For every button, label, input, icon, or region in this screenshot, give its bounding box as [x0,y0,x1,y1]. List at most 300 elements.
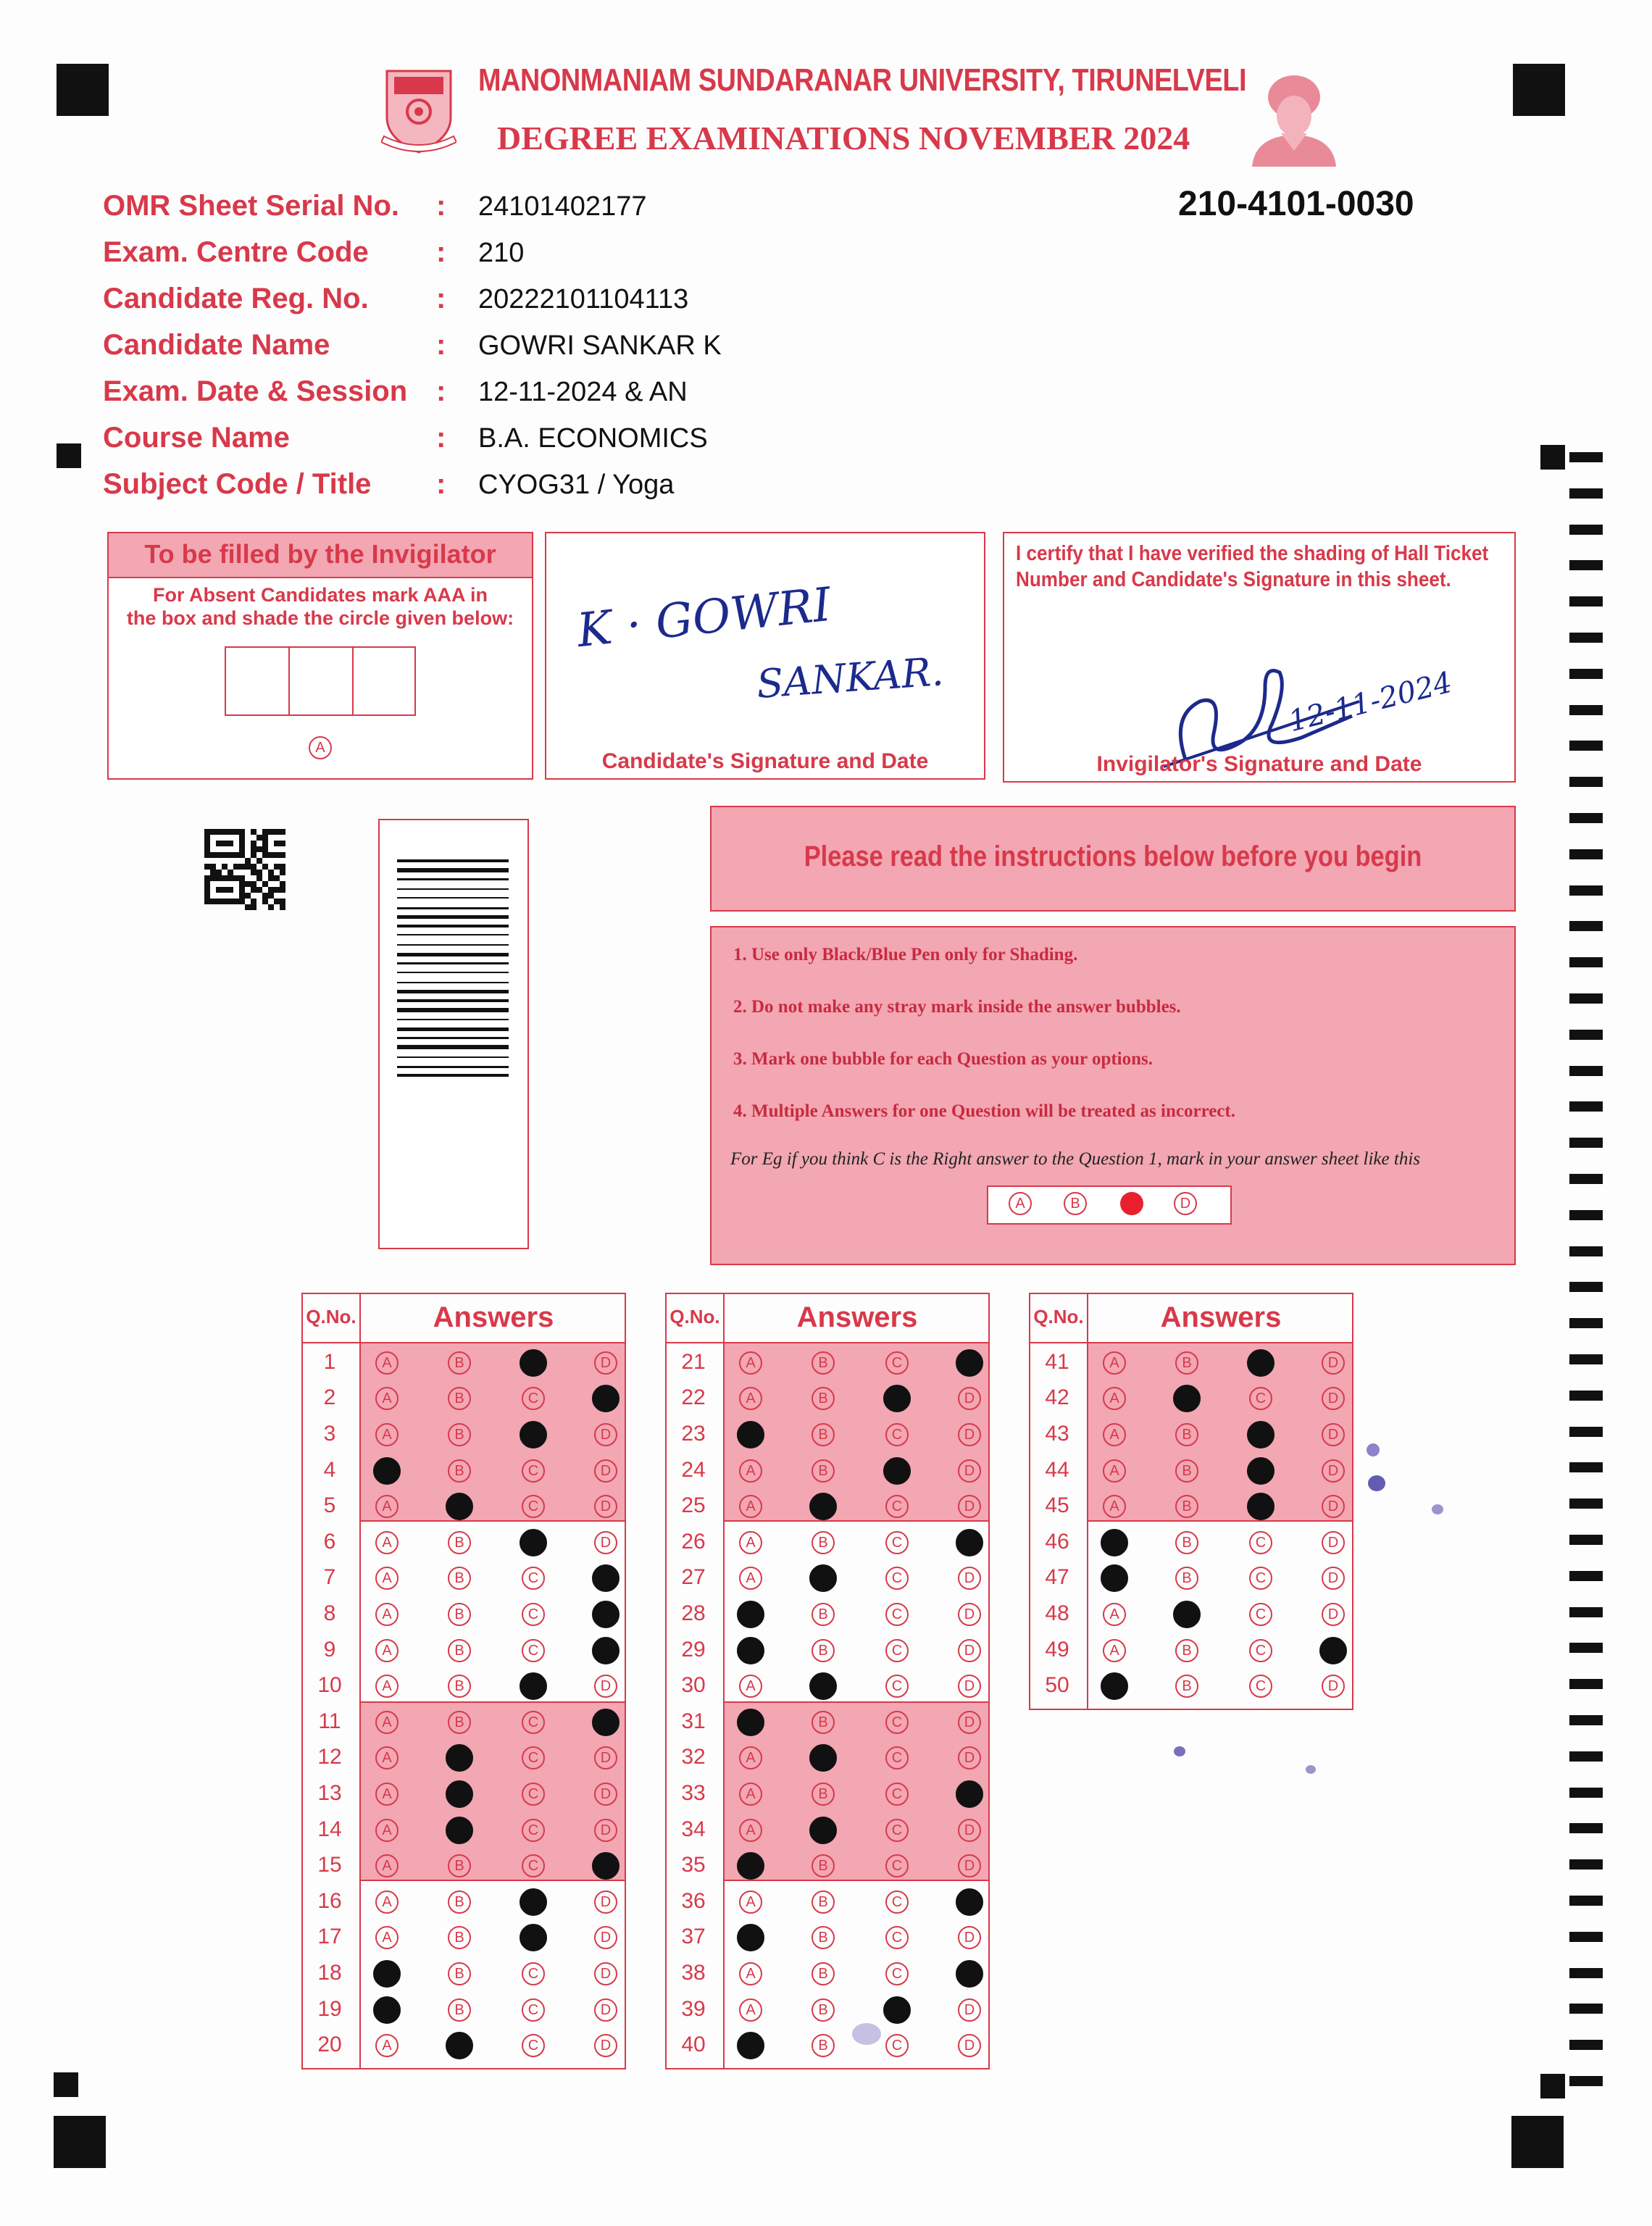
instructions-heading-box [710,806,1516,912]
timing-mark [1569,1715,1603,1725]
example-bubble-d: D [1174,1192,1197,1215]
answer-bubble-q3-d[interactable]: D [594,1423,617,1446]
answer-bubble-q45-d[interactable]: D [1322,1495,1345,1518]
info-row [103,468,827,512]
registration-mark-bottom-left [54,2116,106,2168]
registration-mark-bottom-right-small [1540,2074,1565,2098]
invigilator-signature-caption: Invigilator's Signature and Date [1096,752,1422,776]
answer-bubble-q20-d[interactable]: D [594,2034,617,2057]
registration-mark-left-small [57,443,81,468]
answer-bubble-q19-d[interactable]: D [594,1998,617,2022]
answer-bubble-q48-a[interactable]: A [1103,1603,1126,1626]
answer-bubble-q8-b[interactable]: B [448,1603,471,1626]
answer-bubble-q34-d[interactable]: D [958,1819,981,1842]
answer-bubble-q21-b[interactable]: B [812,1351,835,1375]
answer-bubble-q27-d[interactable]: D [958,1567,981,1590]
answer-bubble-q41-a[interactable]: A [1103,1351,1126,1375]
answer-bubble-q39-d[interactable]: D [958,1998,981,2022]
answer-bubble-q20-c[interactable]: C [522,2034,545,2057]
answer-bubble-q44-d[interactable]: D [1322,1459,1345,1483]
answer-bubble-q20-b[interactable] [446,2032,473,2059]
answer-bubble-q2-a[interactable]: A [375,1387,399,1410]
answer-bubble-q47-a[interactable] [1101,1564,1128,1592]
answer-bubble-q17-d[interactable]: D [594,1926,617,1949]
info-label: Exam. Centre Code [103,236,369,268]
answer-bubble-q50-b[interactable]: B [1175,1675,1198,1698]
answer-bubble-q5-c[interactable]: C [522,1495,545,1518]
info-value: B.A. ECONOMICS [478,423,708,454]
answer-bubble-q1-a[interactable]: A [375,1351,399,1375]
timing-mark [1569,1462,1603,1472]
answer-bubble-q29-d[interactable]: D [958,1639,981,1662]
answer-bubble-q39-c[interactable] [883,1996,911,2024]
answer-bubble-q40-c[interactable]: C [885,2034,909,2057]
answer-bubble-q17-c[interactable] [520,1924,547,1951]
timing-mark [1569,1932,1603,1942]
info-colon: : [436,190,446,222]
answer-bubble-q31-b[interactable]: B [812,1711,835,1734]
question-number: 15 [317,1853,342,1877]
answer-bubble-q44-a[interactable]: A [1103,1459,1126,1483]
question-number: 12 [317,1745,342,1769]
answer-bubble-q16-a[interactable]: A [375,1891,399,1914]
answer-bubble-q10-a[interactable]: A [375,1675,399,1698]
answer-bubble-q7-a[interactable]: A [375,1567,399,1590]
answer-bubble-q6-d[interactable]: D [594,1531,617,1554]
answer-bubble-q29-c[interactable]: C [885,1639,909,1662]
answer-bubble-q25-d[interactable]: D [958,1495,981,1518]
info-value: 20222101104113 [478,284,689,314]
registration-mark-bottom-right [1511,2116,1564,2168]
answer-bubble-q25-a[interactable]: A [739,1495,762,1518]
question-number: 38 [681,1961,706,1985]
answer-bubble-q47-b[interactable]: B [1175,1567,1198,1590]
answer-bubble-q30-b[interactable] [809,1672,837,1700]
answer-bubble-q6-c[interactable] [520,1529,547,1556]
answer-bubble-q48-b[interactable] [1173,1601,1201,1628]
info-row [103,283,827,326]
answer-bubble-q18-c[interactable]: C [522,1962,545,1985]
answer-bubble-q35-c[interactable]: C [885,1854,909,1877]
answer-bubble-q15-d[interactable] [592,1852,620,1880]
answer-bubble-q28-d[interactable]: D [958,1603,981,1626]
question-number: 46 [1045,1529,1069,1554]
timing-mark [1569,1246,1603,1256]
question-number: 29 [681,1637,706,1662]
question-number: 1 [323,1349,336,1374]
answer-bubble-q34-c[interactable]: C [885,1819,909,1842]
answer-bubble-q4-b[interactable]: B [448,1459,471,1483]
answer-bubble-q14-c[interactable]: C [522,1819,545,1842]
answer-bubble-q20-a[interactable]: A [375,2034,399,2057]
answer-bubble-q21-a[interactable]: A [739,1351,762,1375]
answer-bubble-q14-d[interactable]: D [594,1819,617,1842]
answer-bubble-q3-a[interactable]: A [375,1423,399,1446]
answer-bubble-q22-a[interactable]: A [739,1387,762,1410]
timing-mark [1569,1066,1603,1076]
answer-bubble-q8-c[interactable]: C [522,1603,545,1626]
answer-bubble-q2-c[interactable]: C [522,1387,545,1410]
answer-bubble-q21-d[interactable] [956,1349,983,1377]
answer-bubble-q40-a[interactable] [737,2032,764,2059]
answer-bubble-q16-c[interactable] [520,1888,547,1916]
example-bubble-c [1120,1192,1143,1215]
info-value: 24101402177 [478,191,647,222]
answer-bubble-q6-a[interactable]: A [375,1531,399,1554]
question-number: 49 [1045,1637,1069,1662]
answer-bubble-q7-c[interactable]: C [522,1567,545,1590]
timing-mark [1569,885,1603,896]
answer-bubble-q9-d[interactable] [592,1637,620,1664]
answer-bubble-q49-c[interactable]: C [1249,1639,1272,1662]
question-number: 35 [681,1853,706,1877]
answer-bubble-q43-b[interactable]: B [1175,1423,1198,1446]
answer-bubble-q46-a[interactable] [1101,1529,1128,1556]
answer-bubble-q31-d[interactable]: D [958,1711,981,1734]
timing-mark [1569,1968,1603,1978]
question-number: 21 [681,1349,706,1374]
answer-bubble-q46-d[interactable]: D [1322,1531,1345,1554]
answer-bubble-q38-c[interactable]: C [885,1962,909,1985]
answer-bubble-q11-a[interactable]: A [375,1711,399,1734]
answer-bubble-q31-c[interactable]: C [885,1711,909,1734]
answer-bubble-q22-d[interactable]: D [958,1387,981,1410]
question-number: 39 [681,1996,706,2021]
answer-bubble-q28-c[interactable]: C [885,1603,909,1626]
answer-bubble-q29-b[interactable]: B [812,1639,835,1662]
question-number: 44 [1045,1457,1069,1482]
answer-bubble-q10-b[interactable]: B [448,1675,471,1698]
answer-bubble-q14-a[interactable]: A [375,1819,399,1842]
answer-bubble-q43-c[interactable] [1247,1421,1275,1448]
timing-mark [1569,705,1603,715]
info-colon: : [436,422,446,454]
answer-bubble-q38-a[interactable]: A [739,1962,762,1985]
answers-header: Answers [433,1301,554,1333]
instruction-item: 3. Mark one bubble for each Question as your options. [733,1049,1154,1069]
answer-bubble-q16-b[interactable]: B [448,1891,471,1914]
question-number: 22 [681,1385,706,1410]
answer-bubble-q11-c[interactable]: C [522,1711,545,1734]
answer-bubble-q41-b[interactable]: B [1175,1351,1198,1375]
answer-bubble-q15-b[interactable]: B [448,1854,471,1877]
answer-bubble-q9-b[interactable]: B [448,1639,471,1662]
answer-bubble-q2-b[interactable]: B [448,1387,471,1410]
timing-mark [1569,1498,1603,1509]
answer-bubble-q33-b[interactable]: B [812,1783,835,1806]
timing-mark [1569,2076,1603,2086]
timing-mark [1569,1751,1603,1762]
info-colon: : [436,375,446,407]
answer-bubble-q36-d[interactable] [956,1888,983,1916]
answer-bubble-q3-c[interactable] [520,1421,547,1448]
answer-bubble-q18-b[interactable]: B [448,1962,471,1985]
timing-mark [1569,452,1603,462]
answer-bubble-q7-b[interactable]: B [448,1567,471,1590]
answer-bubble-q18-d[interactable]: D [594,1962,617,1985]
answer-bubble-q12-c[interactable]: C [522,1746,545,1769]
answer-bubble-q50-a[interactable] [1101,1672,1128,1700]
question-number: 32 [681,1745,706,1769]
answer-bubble-q45-b[interactable]: B [1175,1495,1198,1518]
answer-bubble-q32-d[interactable]: D [958,1746,981,1769]
timing-mark [1569,1788,1603,1798]
answer-bubble-q17-b[interactable]: B [448,1926,471,1949]
question-number: 34 [681,1817,706,1841]
timing-mark [1569,488,1603,499]
answer-bubble-q43-a[interactable]: A [1103,1423,1126,1446]
info-label: Course Name [103,422,290,454]
answer-bubble-q13-d[interactable]: D [594,1783,617,1806]
timing-mark [1569,1643,1603,1653]
answer-bubble-q12-a[interactable]: A [375,1746,399,1769]
answer-bubble-q30-c[interactable]: C [885,1675,909,1698]
timing-mark [1569,1535,1603,1545]
answer-bubble-q26-b[interactable]: B [812,1531,835,1554]
question-number: 18 [317,1961,342,1985]
answer-bubble-q46-c[interactable]: C [1249,1531,1272,1554]
answer-bubble-q43-d[interactable]: D [1322,1423,1345,1446]
answer-bubble-q15-c[interactable]: C [522,1854,545,1877]
answer-bubble-q35-a[interactable] [737,1852,764,1880]
answer-bubble-q50-d[interactable]: D [1322,1675,1345,1698]
answer-bubble-q49-a[interactable]: A [1103,1639,1126,1662]
answer-bubble-q33-a[interactable]: A [739,1783,762,1806]
answer-bubble-q1-b[interactable]: B [448,1351,471,1375]
info-value: 12-11-2024 & AN [478,377,688,407]
shaded-band [359,1342,625,1522]
answers-header: Answers [1160,1301,1282,1333]
answer-bubble-q38-d[interactable] [956,1960,983,1988]
answer-bubble-q36-b[interactable]: B [812,1891,835,1914]
answer-bubble-q24-a[interactable]: A [739,1459,762,1483]
registration-mark-top-right [1513,64,1565,116]
invigilator-box [107,532,533,780]
answer-bubble-q28-a[interactable] [737,1601,764,1628]
answer-bubble-q15-a[interactable]: A [375,1854,399,1877]
answer-bubble-q6-b[interactable]: B [448,1531,471,1554]
answer-bubble-q11-d[interactable] [592,1709,620,1736]
timing-mark [1569,1571,1603,1581]
answer-bubble-q49-b[interactable]: B [1175,1639,1198,1662]
question-number: 9 [323,1637,336,1662]
timing-mark [1569,633,1603,643]
answer-bubble-q33-d[interactable] [956,1780,983,1808]
answer-bubble-q26-d[interactable] [956,1529,983,1556]
answer-bubble-q5-d[interactable]: D [594,1495,617,1518]
info-row [103,422,827,465]
answer-bubble-q23-d[interactable]: D [958,1423,981,1446]
answer-bubble-q7-d[interactable] [592,1564,620,1592]
qno-header: Q.No. [306,1306,356,1327]
answer-bubble-q28-b[interactable]: B [812,1603,835,1626]
answer-bubble-q37-a[interactable] [737,1924,764,1951]
answer-bubble-q32-c[interactable]: C [885,1746,909,1769]
info-value: CYOG31 / Yoga [478,470,675,500]
answer-bubble-q10-c[interactable] [520,1672,547,1700]
timing-mark [1569,741,1603,751]
answer-bubble-q8-d[interactable] [592,1601,620,1628]
timing-mark [1569,813,1603,823]
question-number: 31 [681,1709,706,1733]
answer-bubble-q24-d[interactable]: D [958,1459,981,1483]
answer-bubble-q1-d[interactable]: D [594,1351,617,1375]
answer-bubble-q23-a[interactable] [737,1421,764,1448]
answer-bubble-q27-a[interactable]: A [739,1567,762,1590]
question-number: 14 [317,1817,342,1841]
answer-bubble-q10-d[interactable]: D [594,1675,617,1698]
info-label: OMR Sheet Serial No. [103,190,399,222]
answer-bubble-q41-d[interactable]: D [1322,1351,1345,1375]
question-number: 6 [323,1529,336,1554]
answer-bubble-q48-d[interactable]: D [1322,1603,1345,1626]
timing-mark [1569,1354,1603,1364]
answer-bubble-q23-b[interactable]: B [812,1423,835,1446]
answer-column-1 [301,1293,626,2069]
answer-bubble-q37-b[interactable]: B [812,1926,835,1949]
timing-mark [1569,1679,1603,1689]
answer-bubble-q36-a[interactable]: A [739,1891,762,1914]
answer-bubble-q19-b[interactable]: B [448,1998,471,2022]
timing-mark [1569,1391,1603,1401]
answer-bubble-q25-c[interactable]: C [885,1495,909,1518]
answer-bubble-q27-b[interactable] [809,1564,837,1592]
absent-code-boxes[interactable] [225,646,416,716]
answer-bubble-q34-a[interactable]: A [739,1819,762,1842]
answer-bubble-q19-c[interactable]: C [522,1998,545,2022]
answer-bubble-q42-d[interactable]: D [1322,1387,1345,1410]
answer-bubble-q37-c[interactable]: C [885,1926,909,1949]
answer-bubble-q33-c[interactable]: C [885,1783,909,1806]
question-number: 16 [317,1888,342,1913]
answer-bubble-q23-c[interactable]: C [885,1423,909,1446]
answer-bubble-q5-b[interactable] [446,1493,473,1520]
answer-bubble-q30-a[interactable]: A [739,1675,762,1698]
info-value: 210 [478,238,525,268]
answer-bubble-q45-a[interactable]: A [1103,1495,1126,1518]
answer-bubble-q14-b[interactable] [446,1817,473,1844]
answer-bubble-q48-c[interactable]: C [1249,1603,1272,1626]
answer-bubble-q42-c[interactable]: C [1249,1387,1272,1410]
answer-bubble-q18-a[interactable] [373,1960,401,1988]
answer-bubble-q13-c[interactable]: C [522,1783,545,1806]
question-number: 48 [1045,1601,1069,1625]
answer-bubble-q4-a[interactable] [373,1457,401,1485]
absent-instruction-line2: the box and shade the circle given below: [126,607,514,629]
question-number: 20 [317,2033,342,2057]
answer-bubble-q26-c[interactable]: C [885,1531,909,1554]
registration-mark-right-small [1540,445,1565,470]
answer-bubble-q26-a[interactable]: A [739,1531,762,1554]
answer-column-2 [665,1293,990,2069]
answer-bubble-q1-c[interactable] [520,1349,547,1377]
answer-bubble-q4-c[interactable]: C [522,1459,545,1483]
answer-bubble-q8-a[interactable]: A [375,1603,399,1626]
qno-header: Q.No. [669,1306,720,1327]
candidate-signature-caption: Candidate's Signature and Date [601,749,929,773]
answer-column-3 [1029,1293,1353,1710]
info-row [103,190,827,233]
answer-bubble-q40-b[interactable]: B [812,2034,835,2057]
absent-bubble[interactable]: A [309,736,332,759]
answer-bubble-q12-d[interactable]: D [594,1746,617,1769]
barcode-box [378,819,529,1249]
answer-bubble-q21-c[interactable]: C [885,1351,909,1375]
answer-bubble-q5-a[interactable]: A [375,1495,399,1518]
answer-bubble-q9-a[interactable]: A [375,1639,399,1662]
answer-bubble-q49-d[interactable] [1319,1637,1347,1664]
timing-mark [1569,1859,1603,1869]
answer-bubble-q44-b[interactable]: B [1175,1459,1198,1483]
invigilator-signature-box [1003,532,1516,783]
answer-bubble-q24-b[interactable]: B [812,1459,835,1483]
info-row [103,375,827,419]
question-number: 27 [681,1565,706,1590]
answer-bubble-q40-d[interactable]: D [958,2034,981,2057]
answer-bubble-q45-c[interactable] [1247,1493,1275,1520]
answer-bubble-q3-b[interactable]: B [448,1423,471,1446]
answer-bubble-q4-d[interactable]: D [594,1459,617,1483]
invigilator-box-title: To be filled by the Invigilator [109,533,532,578]
answer-bubble-q13-a[interactable]: A [375,1783,399,1806]
question-number: 50 [1045,1673,1069,1698]
answer-bubble-q44-c[interactable] [1247,1457,1275,1485]
answer-bubble-q47-d[interactable]: D [1322,1567,1345,1590]
answer-bubble-q24-c[interactable] [883,1457,911,1485]
answer-bubble-q31-a[interactable] [737,1709,764,1736]
answer-bubble-q29-a[interactable] [737,1637,764,1664]
answer-bubble-q36-c[interactable]: C [885,1891,909,1914]
answer-bubble-q42-a[interactable]: A [1103,1387,1126,1410]
answer-bubble-q46-b[interactable]: B [1175,1531,1198,1554]
answer-bubble-q30-d[interactable]: D [958,1675,981,1698]
question-number: 11 [318,1709,341,1733]
answer-bubble-q41-c[interactable] [1247,1349,1275,1377]
answer-bubble-q39-a[interactable]: A [739,1998,762,2022]
answer-bubble-q22-b[interactable]: B [812,1387,835,1410]
example-bubble-b: B [1064,1192,1087,1215]
answer-bubble-q17-a[interactable]: A [375,1926,399,1949]
timing-mark [1569,993,1603,1004]
answer-bubble-q39-b[interactable]: B [812,1998,835,2022]
instruction-item: 2. Do not make any stray mark inside the answer bubbles. [733,997,1181,1017]
answer-bubble-q16-d[interactable]: D [594,1891,617,1914]
answer-bubble-q50-c[interactable]: C [1249,1675,1272,1698]
answer-bubble-q19-a[interactable] [373,1996,401,2024]
answer-bubble-q27-c[interactable]: C [885,1567,909,1590]
answer-bubble-q47-c[interactable]: C [1249,1567,1272,1590]
answer-bubble-q38-b[interactable]: B [812,1962,835,1985]
answer-bubble-q32-a[interactable]: A [739,1746,762,1769]
timing-mark [1569,2040,1603,2050]
answer-bubble-q35-b[interactable]: B [812,1854,835,1877]
answer-bubble-q34-b[interactable] [809,1817,837,1844]
timing-mark [1569,596,1603,606]
answer-bubble-q11-b[interactable]: B [448,1711,471,1734]
answer-bubble-q25-b[interactable] [809,1493,837,1520]
question-number: 24 [681,1457,706,1482]
answer-bubble-q13-b[interactable] [446,1780,473,1808]
university-name: MANONMANIAM SUNDARANAR UNIVERSITY, TIRUNELVELI [478,62,1247,98]
answer-bubble-q37-d[interactable]: D [958,1926,981,1949]
timing-mark [1569,957,1603,967]
question-number: 30 [681,1673,706,1698]
answer-bubble-q9-c[interactable]: C [522,1639,545,1662]
qr-code [204,829,285,910]
timing-mark [1569,921,1603,931]
answer-bubble-q35-d[interactable]: D [958,1854,981,1877]
exam-title: DEGREE EXAMINATIONS NOVEMBER 2024 [497,120,1190,157]
